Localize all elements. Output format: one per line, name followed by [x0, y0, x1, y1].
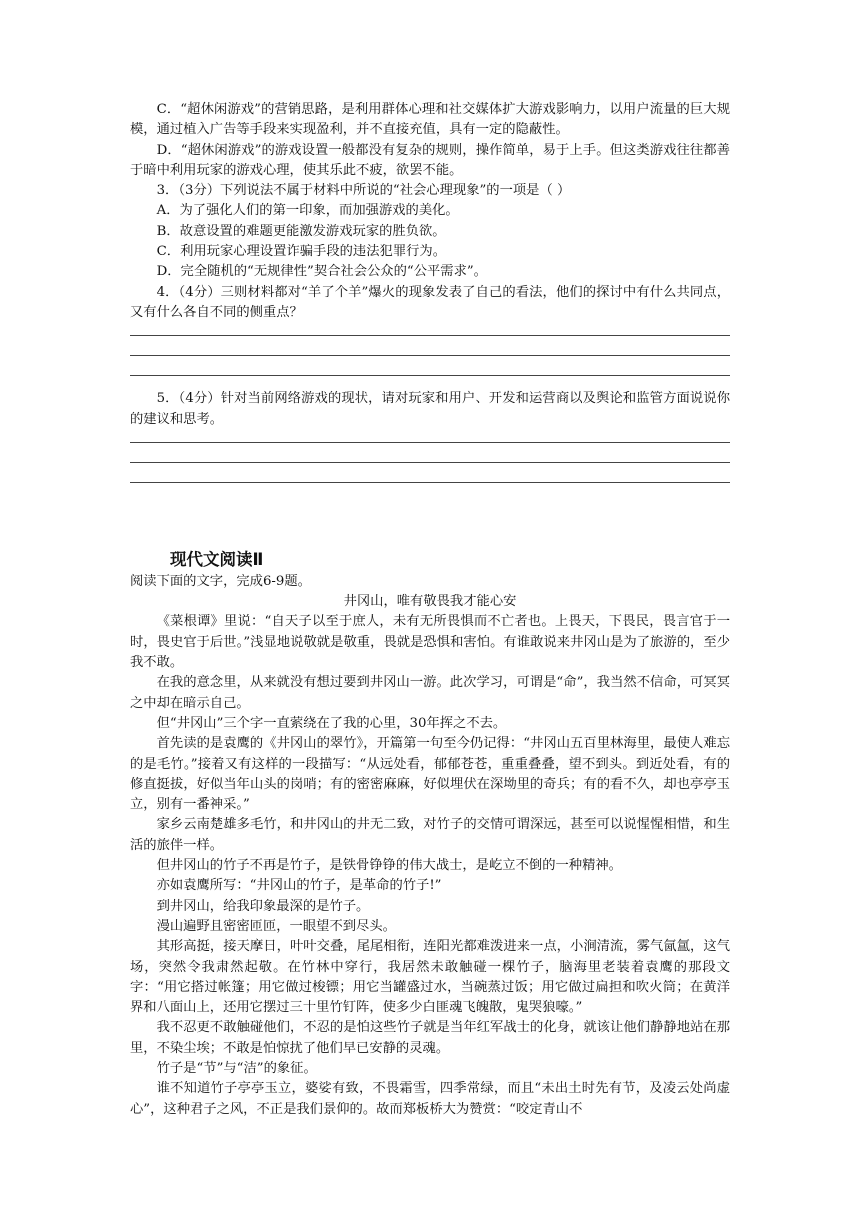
document-page — [130, 100, 730, 1120]
article-paragraph: 在我的意念里，从来就没有想过要到井冈山一游。此次学习，可谓是“命”，我当然不信命，可冥冥之中却在暗示自己。 — [130, 675, 730, 711]
q5-stem: 5．（4分）针对当前网络游戏的现状，请对玩家和用户、开发和运营商以及舆论和监管方面说说你的建议和思考。 — [130, 391, 730, 427]
article-paragraph: 竹子是“节”与“洁”的象征。 — [156, 1060, 317, 1076]
q2-option-d: D．“超休闲游戏”的游戏设置一般都没有复杂的规则，操作简单，易于上手。但这类游戏往往都善于暗中利用玩家的游戏心理，使其乐此不疲，欲罢不能。 — [130, 142, 730, 178]
article-paragraph: 到井冈山，给我印象最深的是竹子。 — [156, 898, 370, 914]
answer-line — [130, 355, 730, 356]
q3-option-c: C．利用玩家心理设置诈骗手段的违法犯罪行为。 — [156, 244, 447, 260]
article-paragraph: 但“井冈山”三个字一直萦绕在了我的心里，30年挥之不去。 — [156, 715, 507, 731]
answer-line — [130, 442, 730, 443]
article-paragraph: 但井冈山的竹子不再是竹子，是铁骨铮铮的伟大战士，是屹立不倒的一种精神。 — [156, 858, 622, 874]
article-paragraph: 我不忍更不敢触碰他们，不忍的是怕这些竹子就是当年红军战士的化身，就该让他们静静地站在那里，不染尘埃；不敢是怕惊扰了他们早已安静的灵魂。 — [130, 1020, 730, 1056]
article-title: 井冈山，唯有敬畏我才能心安 — [343, 594, 517, 610]
answer-line — [130, 462, 730, 463]
section-title: 现代文阅读Ⅱ — [170, 549, 264, 569]
q2-option-c: C．“超休闲游戏”的营销思路，是利用群体心理和社交媒体扩大游戏影响力，以用户流量的巨大规模，通过植入广告等手段来实现盈利，并不直接充值，具有一定的隐蔽性。 — [130, 102, 730, 138]
answer-line — [130, 335, 730, 336]
q5-answer-lines[interactable] — [130, 434, 730, 490]
article-paragraph: 首先读的是袁鹰的《井冈山的翠竹》，开篇第一句至今仍记得：“井冈山五百里林海里，最使人难忘的是毛竹。”接着又有这样的一段描写：“从远处看，郁郁苍苍，重重叠叠，望不到头。到近处看，有的修直挺拔，好似当年山头的岗哨；有的密密麻麻，好似埋伏在深坳里的奇兵；有的看不久，却也亭亭玉立，别有一番神采。” — [130, 736, 730, 813]
q3-option-d: D．完全随机的“无规律性”契合社会公众的“公平需求”。 — [156, 264, 487, 280]
answer-line — [130, 482, 730, 483]
q3-option-b: B．故意设置的难题更能激发游戏玩家的胜负欲。 — [156, 223, 446, 239]
q3-stem: 3．（3分）下列说法不属于材料中所说的“社会心理现象”的一项是（ ） — [156, 183, 571, 199]
article-paragraph: 漫山遍野且密密匝匝，一眼望不到尽头。 — [156, 918, 396, 934]
answer-line — [130, 375, 730, 376]
article-paragraph: 亦如袁鹰所写：“井冈山的竹子，是革命的竹子!” — [156, 878, 442, 894]
article-paragraph: 家乡云南楚雄多毛竹，和井冈山的井无二致，对竹子的交情可谓深远，甚至可以说惺惺相惜，和生活的旅伴一样。 — [130, 817, 730, 853]
article-paragraph: 其形高挺，接天摩日，叶叶交叠，尾尾相衔，连阳光都难泼进来一点，小涧清流，雾气氤氲，这气场，突然令我肃然起敬。在竹林中穿行，我居然未敢触碰一棵竹子，脑海里老装着袁鹰的那段文字：“用它搭过帐篷；用它做过梭镖；用它当罐盛过水，当碗蒸过饭；用它做过扁担和吹火筒；在黄洋界和八面山上，还用它摆过三十里竹钉阵，使多少白匪魂飞魄散，鬼哭狼嚎。” — [130, 939, 730, 1016]
q4-stem: 4．（4分）三则材料都对“羊了个羊”爆火的现象发表了自己的看法，他们的探讨中有什么共同点，又有什么各自不同的侧重点？ — [130, 284, 730, 320]
q4-answer-lines[interactable] — [130, 327, 730, 383]
article-paragraph: 《菜根谭》里说：“自天子以至于庶人，未有无所畏惧而不亡者也。上畏天，下畏民，畏言官于一时，畏史官于后世。”浅显地说敬就是敬重，畏就是恐惧和害怕。有谁敢说来井冈山是为了旅游的，至少我不敢。 — [130, 614, 730, 671]
section-instruction: 阅读下面的文字，完成6-9题。 — [130, 573, 311, 589]
article-paragraph: 谁不知道竹子亭亭玉立，婆娑有致，不畏霜雪，四季常绿，而且“未出土时先有节，及凌云处尚虚心”，这种君子之风，不正是我们景仰的。故而郑板桥大为赞赏：“咬定青山不 — [130, 1081, 730, 1117]
q3-option-a: A．为了强化人们的第一印象，而加强游戏的美化。 — [156, 203, 459, 219]
